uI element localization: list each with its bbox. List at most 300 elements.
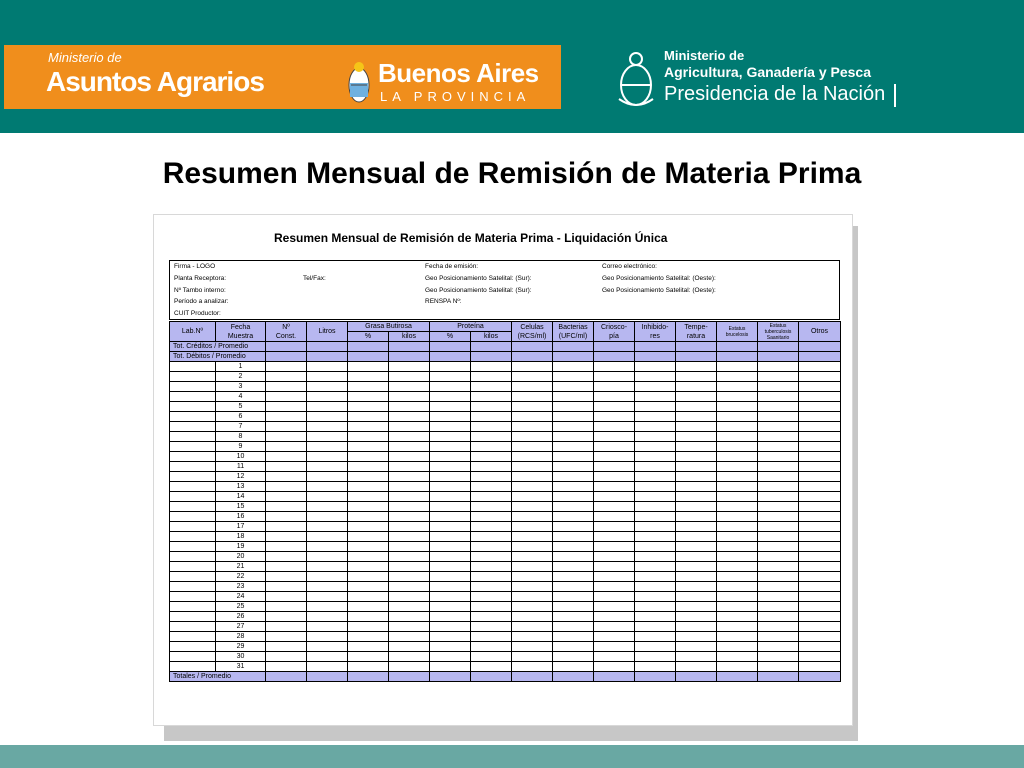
slide-title: Resumen Mensual de Remisión de Materia Prima — [162, 157, 862, 190]
table-cell — [170, 572, 216, 582]
table-cell — [594, 592, 635, 602]
table-cell — [348, 562, 389, 572]
table-cell — [553, 342, 594, 352]
row-creditos — [170, 342, 841, 352]
table-cell — [758, 552, 799, 562]
table-cell — [553, 642, 594, 652]
table-cell — [266, 372, 307, 382]
day-number: 27 — [216, 622, 266, 632]
table-cell — [170, 652, 216, 662]
day-number: 25 — [216, 602, 266, 612]
table-cell — [307, 572, 348, 582]
table-cell — [553, 632, 594, 642]
day-number: 16 — [216, 512, 266, 522]
table-cell — [676, 632, 717, 642]
table-cell — [512, 632, 553, 642]
day-number: 6 — [216, 412, 266, 422]
table-cell — [717, 472, 758, 482]
table-cell — [471, 632, 512, 642]
table-cell — [553, 472, 594, 482]
table-cell — [307, 632, 348, 642]
table-cell — [676, 422, 717, 432]
table-row — [170, 562, 841, 572]
day-number: 21 — [216, 562, 266, 572]
row-totales-label: Totales / Promedio — [170, 672, 266, 682]
table-cell — [266, 392, 307, 402]
table-cell — [512, 452, 553, 462]
table-row — [170, 462, 841, 472]
logo-divider — [894, 84, 896, 107]
table-cell — [758, 502, 799, 512]
table-cell — [635, 572, 676, 582]
day-number: 9 — [216, 442, 266, 452]
table-cell — [430, 342, 471, 352]
table-cell — [266, 552, 307, 562]
table-cell — [430, 372, 471, 382]
table-cell — [471, 412, 512, 422]
table-cell — [553, 412, 594, 422]
table-cell — [389, 422, 430, 432]
info-box — [169, 260, 840, 320]
table-cell — [635, 442, 676, 452]
table-cell — [266, 362, 307, 372]
table-cell — [717, 432, 758, 442]
table-cell — [512, 582, 553, 592]
table-row — [170, 442, 841, 452]
table-cell — [676, 492, 717, 502]
table-cell — [170, 442, 216, 452]
info-cuit: CUIT Productor: — [174, 310, 221, 317]
table-cell — [512, 422, 553, 432]
table-cell — [799, 482, 841, 492]
table-cell — [676, 352, 717, 362]
table-cell — [170, 492, 216, 502]
table-cell — [307, 512, 348, 522]
table-cell — [635, 392, 676, 402]
table-cell — [348, 362, 389, 372]
table-cell — [512, 612, 553, 622]
table-cell — [348, 372, 389, 382]
day-number: 31 — [216, 662, 266, 672]
table-cell — [717, 342, 758, 352]
table-cell — [717, 562, 758, 572]
table-cell — [594, 512, 635, 522]
table-cell — [799, 402, 841, 412]
info-renspa: RENSPA Nº: — [425, 298, 462, 305]
day-number: 22 — [216, 572, 266, 582]
table-cell — [635, 542, 676, 552]
table-row — [170, 392, 841, 402]
table-row — [170, 362, 841, 372]
table-cell — [430, 512, 471, 522]
table-cell — [348, 672, 389, 682]
info-periodo: Período a analizar: — [174, 298, 229, 305]
table-cell — [170, 362, 216, 372]
table-cell — [717, 522, 758, 532]
table-cell — [676, 392, 717, 402]
table-cell — [676, 652, 717, 662]
col-estatus-brucelosis: Estatus brucelosis — [717, 322, 758, 342]
table-cell — [471, 402, 512, 412]
table-cell — [594, 672, 635, 682]
table-cell — [635, 422, 676, 432]
table-cell — [266, 572, 307, 582]
remission-table — [169, 321, 841, 682]
table-cell — [307, 372, 348, 382]
table-cell — [471, 562, 512, 572]
table-cell — [266, 342, 307, 352]
table-cell — [266, 382, 307, 392]
table-row — [170, 522, 841, 532]
table-cell — [512, 462, 553, 472]
info-firma: Firma - LOGO — [174, 263, 216, 270]
table-cell — [389, 572, 430, 582]
table-cell — [170, 542, 216, 552]
table-cell — [553, 532, 594, 542]
day-number: 2 — [216, 372, 266, 382]
table-cell — [430, 562, 471, 572]
day-number: 17 — [216, 522, 266, 532]
national-ministry-name: Agricultura, Ganadería y Pesca — [664, 64, 871, 80]
table-cell — [799, 372, 841, 382]
info-geo-sur-1: Geo Posicionamiento Satelital: (Sur): — [425, 275, 532, 282]
table-cell — [170, 662, 216, 672]
table-cell — [512, 642, 553, 652]
table-cell — [553, 522, 594, 532]
table-cell — [471, 522, 512, 532]
table-cell — [307, 532, 348, 542]
table-cell — [389, 472, 430, 482]
table-cell — [553, 612, 594, 622]
table-cell — [170, 532, 216, 542]
table-cell — [348, 352, 389, 362]
table-cell — [389, 652, 430, 662]
table-cell — [430, 492, 471, 502]
table-cell — [758, 612, 799, 622]
table-cell — [676, 572, 717, 582]
table-cell — [758, 512, 799, 522]
table-cell — [799, 432, 841, 442]
table-cell — [676, 672, 717, 682]
table-cell — [799, 642, 841, 652]
table-cell — [717, 602, 758, 612]
table-cell — [717, 352, 758, 362]
table-cell — [799, 632, 841, 642]
table-cell — [676, 622, 717, 632]
table-cell — [635, 462, 676, 472]
table-cell — [799, 512, 841, 522]
table-cell — [266, 582, 307, 592]
table-cell — [389, 372, 430, 382]
table-cell — [266, 452, 307, 462]
table-cell — [389, 462, 430, 472]
table-cell — [717, 512, 758, 522]
table-cell — [553, 422, 594, 432]
table-cell — [635, 402, 676, 412]
table-cell — [389, 582, 430, 592]
table-cell — [170, 422, 216, 432]
table-cell — [512, 472, 553, 482]
table-cell — [471, 352, 512, 362]
table-cell — [553, 362, 594, 372]
table-cell — [389, 562, 430, 572]
col-grasa-pct: % — [348, 332, 389, 342]
table-cell — [676, 642, 717, 652]
table-cell — [430, 652, 471, 662]
day-number: 5 — [216, 402, 266, 412]
table-cell — [266, 522, 307, 532]
table-cell — [594, 392, 635, 402]
table-cell — [307, 612, 348, 622]
table-cell — [676, 522, 717, 532]
table-cell — [512, 342, 553, 352]
table-cell — [430, 352, 471, 362]
table-cell — [594, 542, 635, 552]
table-cell — [471, 622, 512, 632]
day-number: 18 — [216, 532, 266, 542]
table-cell — [635, 372, 676, 382]
table-cell — [553, 572, 594, 582]
table-cell — [512, 362, 553, 372]
table-cell — [594, 552, 635, 562]
table-cell — [758, 582, 799, 592]
table-cell — [512, 442, 553, 452]
table-row — [170, 642, 841, 652]
table-cell — [758, 562, 799, 572]
table-cell — [389, 672, 430, 682]
info-geo-sur-2: Geo Posicionamiento Satelital: (Sur): — [425, 287, 532, 294]
table-row — [170, 382, 841, 392]
col-temperatura: Tempe- ratura — [676, 322, 717, 342]
table-cell — [266, 462, 307, 472]
table-cell — [471, 492, 512, 502]
table-cell — [471, 432, 512, 442]
table-cell — [758, 532, 799, 542]
table-cell — [635, 342, 676, 352]
col-grasa: Grasa Butirosa — [348, 322, 430, 332]
table-cell — [553, 462, 594, 472]
table-cell — [348, 522, 389, 532]
table-cell — [676, 442, 717, 452]
table-cell — [170, 522, 216, 532]
table-cell — [594, 472, 635, 482]
table-cell — [389, 392, 430, 402]
table-cell — [266, 512, 307, 522]
col-inhibidores: Inhibido- res — [635, 322, 676, 342]
table-cell — [471, 452, 512, 462]
form-title: Resumen Mensual de Remisión de Materia Prima - Liquidación Única — [274, 231, 668, 245]
table-cell — [348, 472, 389, 482]
table-cell — [799, 672, 841, 682]
table-cell — [307, 642, 348, 652]
table-cell — [266, 662, 307, 672]
table-cell — [758, 672, 799, 682]
table-cell — [430, 592, 471, 602]
table-cell — [512, 482, 553, 492]
table-row — [170, 612, 841, 622]
table-cell — [430, 542, 471, 552]
table-cell — [348, 402, 389, 412]
table-cell — [717, 482, 758, 492]
table-cell — [635, 642, 676, 652]
table-cell — [594, 562, 635, 572]
table-cell — [594, 482, 635, 492]
day-number: 4 — [216, 392, 266, 402]
info-tambo: Nº Tambo interno: — [174, 287, 226, 294]
table-cell — [471, 542, 512, 552]
table-cell — [799, 652, 841, 662]
table-cell — [307, 492, 348, 502]
table-cell — [717, 672, 758, 682]
table-cell — [635, 512, 676, 522]
table-cell — [266, 542, 307, 552]
table-cell — [430, 382, 471, 392]
table-cell — [512, 542, 553, 552]
table-cell — [676, 542, 717, 552]
table-cell — [676, 342, 717, 352]
table-cell — [799, 602, 841, 612]
table-cell — [307, 562, 348, 572]
table-cell — [266, 422, 307, 432]
table-cell — [553, 392, 594, 402]
table-cell — [594, 422, 635, 432]
table-cell — [512, 662, 553, 672]
table-cell — [758, 372, 799, 382]
table-cell — [307, 472, 348, 482]
day-number: 30 — [216, 652, 266, 662]
table-cell — [307, 542, 348, 552]
table-cell — [676, 562, 717, 572]
table-cell — [799, 662, 841, 672]
table-cell — [471, 392, 512, 402]
table-cell — [307, 422, 348, 432]
table-cell — [170, 512, 216, 522]
table-cell — [512, 402, 553, 412]
table-cell — [758, 462, 799, 472]
table-cell — [170, 602, 216, 612]
table-cell — [594, 582, 635, 592]
table-cell — [717, 462, 758, 472]
table-cell — [553, 672, 594, 682]
table-cell — [594, 462, 635, 472]
table-cell — [799, 442, 841, 452]
info-correo: Correo electrónico: — [602, 263, 657, 270]
province-name: Buenos Aires — [378, 58, 539, 88]
table-cell — [553, 592, 594, 602]
table-cell — [307, 392, 348, 402]
ministry-name: Asuntos Agrarios — [46, 66, 264, 97]
table-cell — [799, 552, 841, 562]
table-cell — [430, 662, 471, 672]
table-cell — [594, 652, 635, 662]
table-cell — [430, 392, 471, 402]
table-cell — [758, 392, 799, 402]
table-cell — [553, 402, 594, 412]
table-cell — [348, 502, 389, 512]
table-cell — [471, 342, 512, 352]
table-cell — [430, 402, 471, 412]
table-cell — [348, 642, 389, 652]
table-cell — [635, 472, 676, 482]
table-cell — [389, 382, 430, 392]
table-row — [170, 622, 841, 632]
table-cell — [266, 602, 307, 612]
table-cell — [594, 342, 635, 352]
table-cell — [348, 412, 389, 422]
table-cell — [307, 552, 348, 562]
table-cell — [348, 462, 389, 472]
table-cell — [266, 562, 307, 572]
table-cell — [471, 582, 512, 592]
table-cell — [266, 432, 307, 442]
table-cell — [471, 482, 512, 492]
table-cell — [799, 572, 841, 582]
table-cell — [635, 382, 676, 392]
table-cell — [170, 372, 216, 382]
table-cell — [348, 442, 389, 452]
table-cell — [553, 582, 594, 592]
table-cell — [717, 572, 758, 582]
table-cell — [594, 402, 635, 412]
header-band — [0, 0, 1024, 133]
table-cell — [553, 382, 594, 392]
col-bacterias: Bacterias (UFC/ml) — [553, 322, 594, 342]
table-cell — [307, 352, 348, 362]
table-cell — [758, 632, 799, 642]
table-cell — [594, 522, 635, 532]
table-cell — [635, 632, 676, 642]
table-cell — [758, 362, 799, 372]
table-cell — [307, 452, 348, 462]
table-cell — [389, 492, 430, 502]
table-cell — [799, 392, 841, 402]
table-row — [170, 402, 841, 412]
table-cell — [676, 502, 717, 512]
col-crioscopia: Crioscо- pía — [594, 322, 635, 342]
day-number: 11 — [216, 462, 266, 472]
table-cell — [430, 632, 471, 642]
table-cell — [799, 502, 841, 512]
table-cell — [389, 362, 430, 372]
province-crest-icon — [347, 57, 371, 105]
table-cell — [471, 642, 512, 652]
table-cell — [553, 622, 594, 632]
table-cell — [348, 492, 389, 502]
table-cell — [594, 372, 635, 382]
table-cell — [307, 662, 348, 672]
table-cell — [170, 582, 216, 592]
table-cell — [635, 412, 676, 422]
table-cell — [471, 362, 512, 372]
table-cell — [512, 602, 553, 612]
table-cell — [758, 592, 799, 602]
table-cell — [594, 642, 635, 652]
table-cell — [348, 392, 389, 402]
day-number: 8 — [216, 432, 266, 442]
table-cell — [758, 352, 799, 362]
table-cell — [635, 482, 676, 492]
table-cell — [676, 612, 717, 622]
table-cell — [594, 572, 635, 582]
table-cell — [758, 492, 799, 502]
table-row — [170, 422, 841, 432]
table-cell — [170, 482, 216, 492]
col-fecha: Fecha Muestra — [216, 322, 266, 342]
table-cell — [799, 382, 841, 392]
table-cell — [758, 432, 799, 442]
table-cell — [430, 522, 471, 532]
table-cell — [758, 662, 799, 672]
